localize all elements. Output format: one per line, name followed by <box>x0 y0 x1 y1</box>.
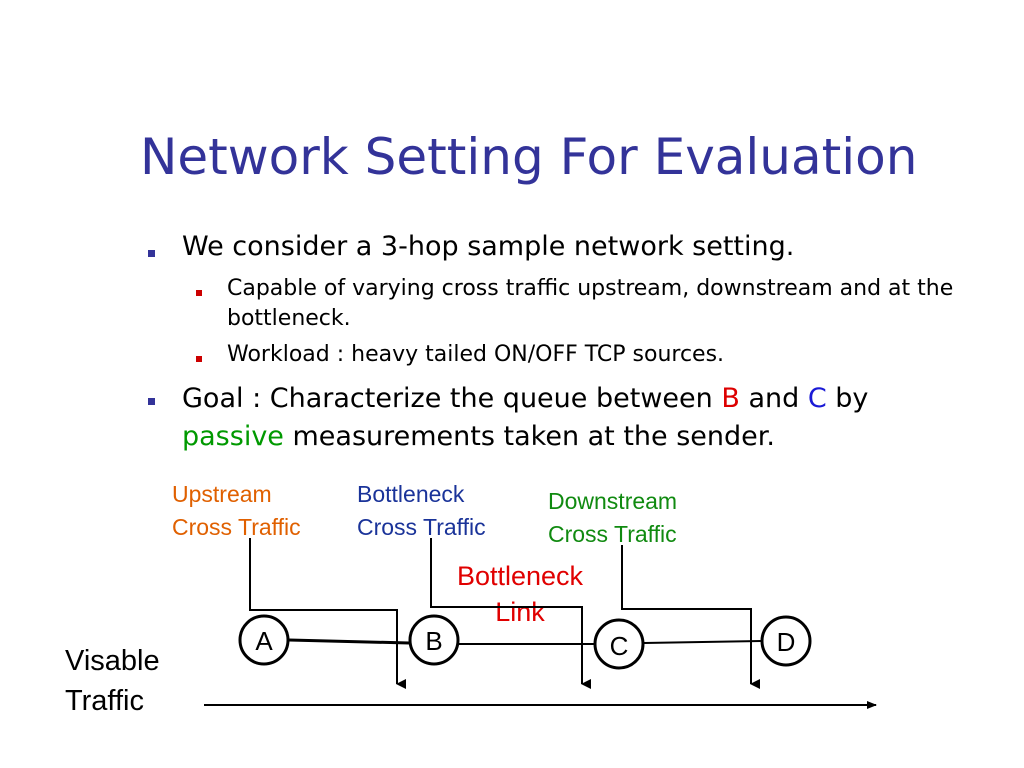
node-label: D <box>776 627 796 657</box>
goal-text: Goal : Characterize the queue between <box>182 383 722 414</box>
downstream-traffic-path <box>622 545 751 684</box>
node-d <box>762 617 810 665</box>
sub-bullet-text: Workload : heavy tailed ON/OFF TCP sources. <box>227 342 725 367</box>
label-line: Cross Traffic <box>548 521 677 547</box>
label-line: Cross Traffic <box>357 514 486 540</box>
node-c <box>595 620 643 668</box>
label-line: Upstream <box>172 481 272 507</box>
goal-text: measurements taken at the sender. <box>283 421 775 452</box>
label-line: Link <box>495 597 545 627</box>
node-a <box>240 616 288 664</box>
goal-text: and <box>739 383 808 414</box>
node-b <box>410 616 458 664</box>
label-line: Bottleneck <box>357 481 465 507</box>
passive-highlight: passive <box>182 421 284 452</box>
label-line: Bottleneck <box>456 561 584 591</box>
slide-title: Network Setting For Evaluation <box>140 128 918 186</box>
link-c-d <box>644 641 761 643</box>
link-a-b <box>289 640 409 643</box>
node-label: B <box>425 626 443 656</box>
node-b-ref: B <box>721 383 740 414</box>
label-line: Visable <box>65 645 160 677</box>
goal-text: by <box>826 383 869 414</box>
label-line: Cross Traffic <box>172 514 301 540</box>
bullet-text: We consider a 3-hop sample network setting. <box>182 231 795 262</box>
node-label: C <box>609 631 629 661</box>
bottleneck-traffic-path <box>431 538 582 684</box>
node-c-ref: C <box>807 383 827 414</box>
label-line: Downstream <box>548 488 678 514</box>
sub-bullet-text: Capable of varying cross traffic upstream, downstream and at the bottleneck. <box>227 276 954 331</box>
node-label: A <box>255 626 273 656</box>
label-line: Traffic <box>65 685 144 717</box>
